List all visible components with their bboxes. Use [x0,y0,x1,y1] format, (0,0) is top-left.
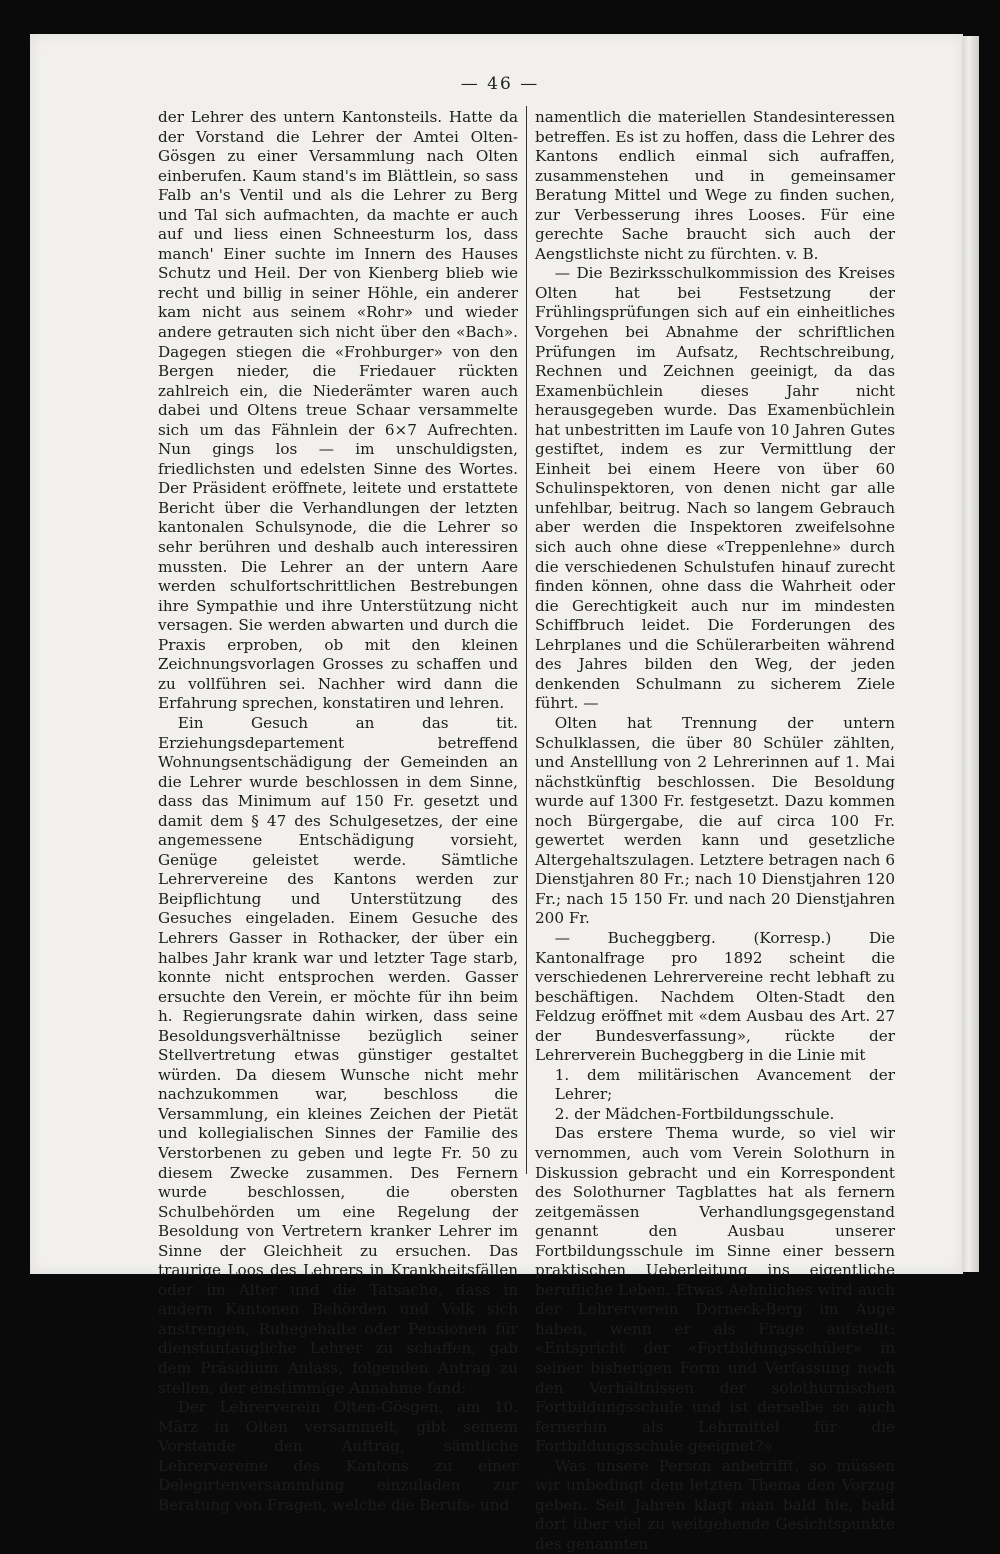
right-column [535,108,895,1554]
next-page-edge [962,36,979,1272]
paragraph-resolution: Der Lehrerverein Olten-Gösgen, am 10. März in Olten versammelt, gibt seinem Vorstande den Auftrag, sämtliche Lehrervereine des Kantons zu einer Delegirtenversammlung einzuladen zur Beratung von Fragen, welche die Berufs- und [158,1398,518,1514]
paragraph-bucheggberg: — Bucheggberg. (Korresp.) Die Kantonalfrage pro 1892 scheint die verschiedenen Lehrervereine recht lebhaft zu beschäftigen. Nachdem Olten-Stadt den Feldzug eröffnet mit «dem Ausbau des Art. 27 der Bundesverfassung», rückte der Lehrerverein Bucheggberg in die Linie mit [535,928,895,1065]
paragraph-district-school-commission: — Die Bezirksschulkommission des Kreises Olten hat bei Festsetzung der Frühlingsprüfungen sich auf ein einheitliches Vorgehen bei Abnahme der schriftlichen Prüfungen im Aufsatz, Rechtschreibung, Rechnen und Zeichnen geeinigt, da das Examenbüchlein dieses Jahr nicht herausgegeben wurde. Das Examenbüchlein hat unbestritten im Laufe von 10 Jahren Gutes gestiftet, indem es zur Vermittlung der Einheit bei einem Heere von über 60 Schulinspektoren, von denen nicht gar alle unfehlbar, beitrug. Nach so langem Gebrauch aber werden die Inspektoren zweifelsohne sich auch ohne diese «Treppenlehne» durch die verschiedenen Schulstufen hinauf zurecht finden können, ohne dass die Wahrheit oder die Gerechtigkeit auch nur im mindesten Schiffbruch leidet. Die Forderungen des Lehrplanes und die Schülerarbeiten während des Jahres bilden den Weg, der jeden denkenden Schulmann zu sicherem Ziele führt. — [535,264,895,713]
paragraph-continuation: namentlich die materiellen Standesinteressen betreffen. Es ist zu hoffen, dass die Lehrer des Kantons endlich einmal sich aufraffen, zusammenstehen und in gemeinsamer Beratung Mittel und Wege zu finden suchen, zur Verbesserung ihres Looses. Für eine gerechte Sache braucht sich auch der Aengstlichste nicht zu fürchten. v. B. [535,108,895,263]
page-number: — 46 — [460,74,540,94]
column-divider [526,106,527,1174]
list-item: 1. dem militärischen Avancement der Lehrer; [554,1065,895,1104]
paragraph-housing-compensation: Ein Gesuch an das tit. Erziehungsdepartement betreffend Wohnungsentschädigung der Gemeinden an die Lehrer wurde beschlossen in dem Sinne, dass das Minimum auf 150 Fr. gesetzt und damit dem § 47 des Schulgesetzes, der eine angemessene Entschädigung vorsieht, Genüge geleistet werde. Sämtliche Lehrervereine des Kantons werden zur Beipflichtung und Unterstützung des Gesuches eingeladen. Einem Gesuche des Lehrers Gasser in Rothacker, der über ein halbes Jahr krank war und letzter Tage starb, konnte nicht entsprochen werden. Gasser ersuchte den Verein, er möchte für ihn beim h. Regierungsrate dahin wirken, dass seine Besoldungsverhältnisse bezüglich seiner Stellvertretung etwas günstiger gestaltet würden. Da diesem Wunsche nicht mehr nachzukommen war, beschloss die Versammlung, ein kleines Zeichen der Pietät und kollegialischen Sinnes der Familie des Verstorbenen zu geben und legte Fr. 50 zu diesem Zwecke zusammen. Des Fernern wurde beschlossen, die obersten Schulbehörden um eine Regelung der Besoldung von Vertretern kranker Lehrer im Sinne der Gleichheit zu ersuchen. Das traurige Loos des Lehrers in Krankheitsfällen oder im Alter und die Tatsache, dass in andern Kantonen Behörden und Volk sich anstrengen, Ruhegehalte oder Pensionen für dienstuntaugliche Lehrer zu schaffen, gab dem Präsidium Anlass, folgenden Antrag zu stellen, der einstimmige Annahme fand: [158,713,518,1397]
list-item: 2. der Mädchen-Fortbildungsschule. [554,1104,835,1123]
left-column [158,108,518,1515]
paragraph-olten-school-classes: Olten hat Trennung der untern Schulklassen, die über 80 Schüler zählten, und Anstelllung von 2 Lehrerinnen auf 1. Mai nächstkünftig beschlossen. Die Besoldung wurde auf 1300 Fr. festgesetzt. Dazu kommen noch Bürgergabe, die auf circa 100 Fr. gewertet werden kann und gesetzliche Altergehaltszulagen. Letztere betragen nach 6 Dienstjahren 80 Fr.; nach 10 Dienstjahren 120 Fr.; nach 15 150 Fr. und nach 20 Dienstjahren 200 Fr. [535,713,895,928]
paragraph-first-theme: Das erstere Thema wurde, so viel wir vernommen, auch vom Verein Solothurn in Diskussion gebracht und ein Korrespondent des Solothurner Tagblattes hat als fernern zeitgemässen Verhandlungsgegenstand genannt den Ausbau unserer Fortbildungsschule im Sinne einer bessern praktischen Ueberleitung ins eigentliche berufliche Leben. Etwas Aehnliches wird auch der Lehrerverein Dorneck-Berg im Auge haben, wenn er als Frage aufstellt: «Entspricht der «Fortbildungsschüler» in seiner bisherigen Form und Verfassung noch den Verhältnissen der solothurnischen Fortbildungsschule und ist derselbe so auch fernerhin als Lehrmittel für die Fortbildungsschule geeignet?» [535,1124,895,1456]
paragraph-our-person: Was unsere Person anbetrifft, so müssen wir unbedingt dem letzten Thema den Vorzug geben. Seit Jahren klagt man bald hie, bald dort über viel zu weitgehende Gesichtspunkte des genannten [535,1456,895,1553]
paragraph-olten-goesgen-meeting: der Lehrer des untern Kantonsteils. Hatte da der Vorstand die Lehrer der Amtei Olten-Gösgen zu einer Versammlung nach Olten einberufen. Kaum stand's im Blättlein, so sass Falb an's Ventil und als die Lehrer zu Berg und Tal sich aufmachten, da machte er auch auf und liess einen Schneesturm los, dass manch' Einer suchte im Innern des Hauses Schutz und Heil. Der von Kienberg blieb wie recht und billig in seiner Höhle, ein anderer kam nicht aus seinem «Rohr» und wieder andere getrauten sich nicht über den «Bach». Dagegen stiegen die «Frohburger» von den Bergen nieder, die Friedauer rückten zahlreich ein, die Niederämter waren auch dabei und Oltens treue Schaar versammelte sich um das Fähnlein der 6×7 Aufrechten. Nun gings los — im unschuldigsten, friedlichsten und edelsten Sinne des Wortes. Der Präsident eröffnete, leitete und erstattete Bericht über die Verhandlungen der letzten kantonalen Schulsynode, die die Lehrer so sehr berühren und deshalb auch interessiren mussten. Die Lehrer an der untern Aare werden schulfortschrittlichen Bestrebungen ihre Sympathie und ihre Unterstützung nicht versagen. Sie werden abwarten und durch die Praxis erproben, ob mit den kleinen Zeichnungsvorlagen Grosses zu schaffen und zu vollführen sei. Nachher wird dann die Erfahrung sprechen, konstatiren und lehren. [158,108,518,713]
